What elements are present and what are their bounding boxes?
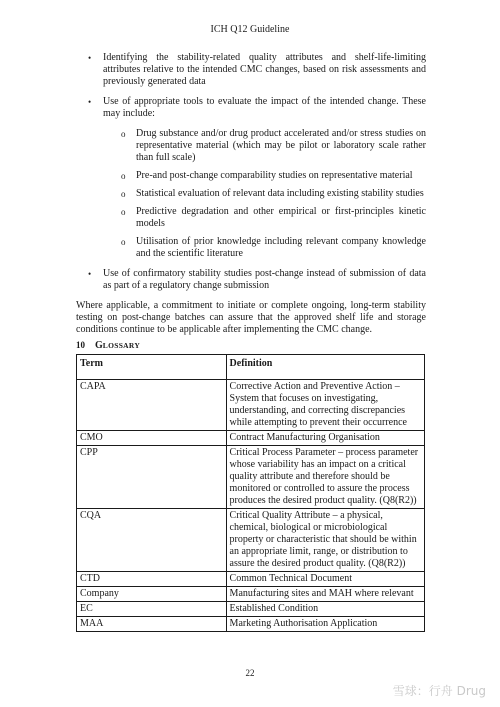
sub-item-text: Statistical evaluation of relevant data including existing stability studies [136, 188, 424, 199]
sub-item-text: Utilisation of prior knowledge including relevant company knowledge and the scientific literature [136, 236, 426, 259]
definition-cell: Critical Quality Attribute – a physical, chemical, biological or microbiological property or characteristic that should be within an appropriate limit, range, or distribution to assure the desired product quality. (Q8(R2)) [226, 509, 424, 572]
term-cell: CTD [77, 572, 227, 587]
sub-item [76, 188, 426, 200]
table-row [77, 431, 425, 446]
sub-item [76, 206, 426, 230]
page-header: ICH Q12 Guideline [210, 24, 290, 35]
sub-list [103, 128, 426, 260]
body-content [76, 52, 426, 336]
definition-column-header: Definition [226, 355, 424, 380]
section-title-initial: G [95, 340, 103, 351]
circle-bullet-icon: o [121, 189, 126, 199]
term-cell: CQA [77, 509, 227, 572]
table-row [77, 446, 425, 509]
circle-bullet-icon: o [121, 207, 126, 217]
definition-cell: Common Technical Document [226, 572, 424, 587]
section-title-rest: LOSSARY [102, 341, 141, 350]
definition-cell: Contract Manufacturing Organisation [226, 431, 424, 446]
definition-cell: Critical Process Parameter – process parameter whose variability has an impact on a critical quality attribute and therefore should be monitored or controlled to assure the process produces the desired product quality. (Q8(R2)) [226, 446, 424, 509]
circle-bullet-icon: o [121, 129, 126, 139]
bullet-item [76, 96, 426, 260]
definition-cell: Marketing Authorisation Application [226, 617, 424, 632]
table-row [77, 509, 425, 572]
circle-bullet-icon: o [121, 237, 126, 247]
circle-bullet-icon: o [121, 171, 126, 181]
sub-item-text: Predictive degradation and other empirical or first-principles kinetic models [136, 206, 426, 229]
term-cell: EC [77, 602, 227, 617]
sub-item [76, 170, 426, 182]
term-cell: CMO [77, 431, 227, 446]
watermark: 雪球：行舟 Drug [392, 684, 486, 698]
table-row [77, 602, 425, 617]
bullet-text: Use of appropriate tools to evaluate the impact of the intended change. These may include: [103, 96, 426, 119]
table-row [77, 617, 425, 632]
section-number: 10 [76, 340, 85, 350]
table-header-row [77, 355, 425, 380]
bullet-item [76, 268, 426, 292]
section-heading [76, 340, 140, 351]
term-cell: CAPA [77, 380, 227, 431]
body-paragraph: Where applicable, a commitment to initiate or complete ongoing, long-term stability testing on post-change batches can assure that the approved shelf life and storage conditions continue to be applicable after implementing the CMC change. [76, 300, 426, 335]
bullet-item [76, 52, 426, 88]
sub-item-text: Drug substance and/or drug product accelerated and/or stress studies on representative material (which may be pilot or laboratory scale rather than full scale) [136, 128, 426, 163]
definition-cell: Established Condition [226, 602, 424, 617]
bullet-text: Identifying the stability-related quality attributes and shelf-life-limiting attributes relative to the intended CMC changes, based on risk assessments and previously generated data [103, 52, 426, 87]
term-cell: Company [77, 587, 227, 602]
table-row [77, 572, 425, 587]
bullet-icon: • [88, 53, 92, 63]
definition-cell: Corrective Action and Preventive Action – System that focuses on investigating, understanding, and correcting discrepancies while attempting to prevent their occurrence [226, 380, 424, 431]
bullet-icon: • [88, 97, 92, 107]
sub-item [76, 236, 426, 260]
glossary-table [76, 354, 425, 632]
term-cell: CPP [77, 446, 227, 509]
table-row [77, 587, 425, 602]
sub-item [76, 128, 426, 164]
sub-item-text: Pre-and post-change comparability studies on representative material [136, 170, 413, 181]
term-column-header: Term [77, 355, 227, 380]
table-row [77, 380, 425, 431]
bullet-text: Use of confirmatory stability studies post-change instead of submission of data as part of a regulatory change submission [103, 268, 426, 291]
definition-cell: Manufacturing sites and MAH where relevant [226, 587, 424, 602]
term-cell: MAA [77, 617, 227, 632]
page-number: 22 [245, 668, 255, 678]
bullet-icon: • [88, 269, 92, 279]
